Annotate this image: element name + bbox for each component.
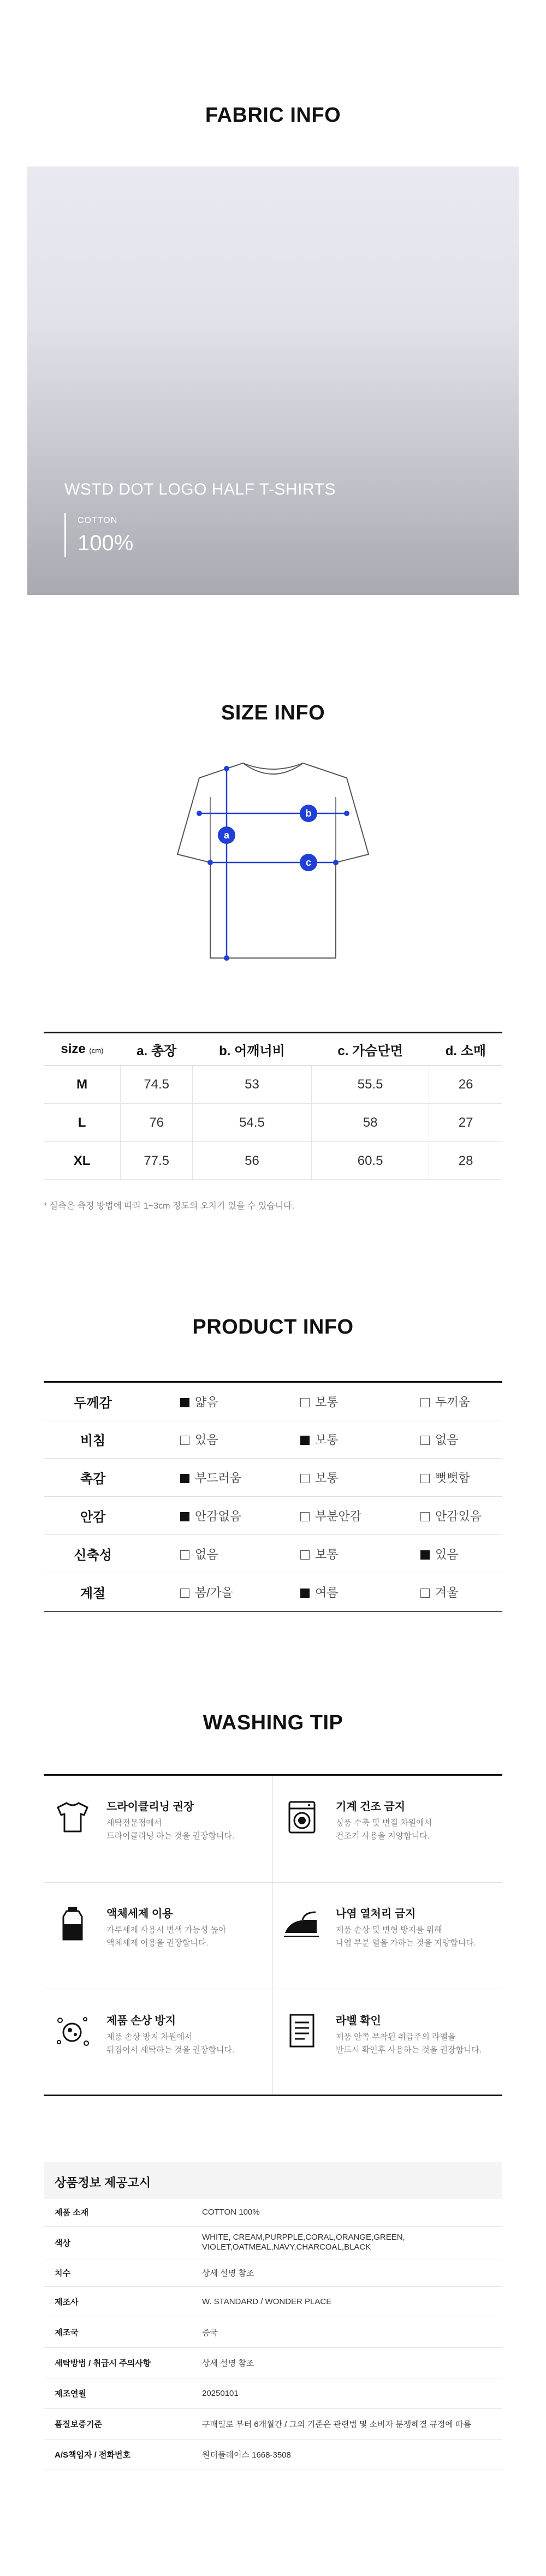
unchecked-box-icon — [300, 1512, 310, 1521]
product-attr-option — [262, 1420, 382, 1459]
product-attr-option — [382, 1420, 502, 1459]
detergent-icon — [54, 1905, 92, 1943]
option-label: 보통 — [315, 1471, 339, 1485]
table-cell: 60.5 — [311, 1142, 429, 1180]
fabric-swatch — [27, 166, 519, 595]
product-attr-label: 안감 — [44, 1497, 142, 1535]
wash-tip — [273, 1883, 502, 1990]
wash-tip — [44, 1776, 273, 1883]
wash-tip — [273, 1776, 502, 1883]
notice-key: 제품 소재 — [44, 2199, 191, 2226]
product-attr-option — [142, 1459, 262, 1497]
table-row — [44, 2317, 502, 2347]
unchecked-box-icon — [180, 1589, 189, 1598]
unchecked-box-icon — [420, 1398, 430, 1407]
diagram-label-b: b — [305, 808, 312, 819]
product-attr-option — [382, 1535, 502, 1573]
size-label: M — [44, 1066, 121, 1104]
notice-key: 색상 — [44, 2226, 191, 2259]
product-attr-option — [262, 1497, 382, 1535]
label-document-icon — [283, 2012, 321, 2050]
notice-key: 제조사 — [44, 2286, 191, 2317]
table-row — [44, 2378, 502, 2408]
notice-key: 제조국 — [44, 2317, 191, 2347]
wash-tip-title: 액체세제 이용 — [106, 1908, 173, 1920]
diagram-label-a: a — [223, 830, 230, 841]
checked-box-icon — [180, 1474, 189, 1483]
notice-value: WHITE, CREAM,PURPPLE,CORAL,ORANGE,GREEN, VIOLET,OATMEAL,NAVY,CHARCOAL,BLACK — [191, 2226, 502, 2259]
fabric-material-value: 100% — [78, 531, 134, 555]
wash-tip-desc: 싱품 수축 및 변질 차원에서 건조기 사용을 지양합니다. — [336, 1818, 432, 1841]
fabric-material-label: COTTON — [78, 516, 118, 525]
product-attr-label: 계절 — [44, 1573, 142, 1611]
unchecked-box-icon — [180, 1436, 189, 1445]
product-attr-option — [262, 1535, 382, 1573]
product-attr-option — [142, 1535, 262, 1573]
wash-tip-title: 제품 손상 방지 — [106, 2015, 176, 2027]
product-attr-option — [262, 1382, 382, 1420]
product-attr-label: 비침 — [44, 1420, 142, 1459]
table-cell: 74.5 — [121, 1066, 193, 1104]
product-attr-option — [382, 1459, 502, 1497]
checked-box-icon — [300, 1589, 310, 1598]
wash-tip-title: 나염 열처리 금지 — [336, 1908, 416, 1920]
option-label: 얇음 — [195, 1395, 218, 1409]
table-row — [44, 2259, 502, 2286]
unchecked-box-icon — [420, 1474, 430, 1483]
table-row — [44, 2226, 502, 2259]
product-attr-option — [382, 1573, 502, 1611]
table-row — [44, 1382, 502, 1420]
product-attr-option — [142, 1573, 262, 1611]
option-label: 없음 — [435, 1433, 459, 1447]
size-header-col: b. 어깨너비 — [193, 1033, 312, 1066]
unchecked-box-icon — [420, 1512, 430, 1521]
size-header-label: size — [61, 1042, 86, 1056]
table-cell: 56 — [193, 1142, 312, 1180]
product-attr-label: 두께감 — [44, 1382, 142, 1420]
size-table-header — [44, 1033, 502, 1066]
product-attr-option — [382, 1497, 502, 1535]
wash-tip-title: 라벨 확인 — [336, 2015, 381, 2027]
notice-value: 상세 설명 참조 — [191, 2259, 502, 2286]
notice-value: 중국 — [191, 2317, 502, 2347]
table-row — [44, 1497, 502, 1535]
notice-key: 품질보증기준 — [44, 2408, 191, 2439]
checked-box-icon — [180, 1512, 189, 1521]
washing-machine-icon — [283, 1798, 321, 1836]
option-label: 여름 — [315, 1585, 339, 1599]
option-label: 부드러움 — [195, 1471, 242, 1485]
wash-tip-title: 기계 건조 금지 — [336, 1801, 406, 1813]
size-section-title: SIZE INFO — [221, 701, 325, 724]
notice-key: A/S책임자 / 전화번호 — [44, 2439, 191, 2470]
wash-tip-desc: 가루세제 사용시 변색 가능성 높아 액체세제 이용을 권장합니다. — [106, 1925, 227, 1948]
iron-icon — [283, 1905, 321, 1943]
size-label: L — [44, 1104, 121, 1142]
wash-tip-desc: 세탁전문점에서 드라이클리닝 하는 것을 권장합니다. — [106, 1818, 235, 1841]
table-row — [44, 1535, 502, 1573]
stain-icon — [54, 2012, 92, 2050]
wash-tip-desc: 제품 손상 및 변형 방지를 위해 나염 부분 열을 가하는 것을 지양합니다. — [336, 1925, 476, 1948]
option-label: 보통 — [315, 1395, 339, 1409]
washing-section-title: WASHING TIP — [203, 1711, 343, 1734]
size-header — [44, 1033, 121, 1066]
product-attr-label: 촉감 — [44, 1459, 142, 1497]
checked-box-icon — [300, 1436, 310, 1445]
table-cell: 28 — [429, 1142, 502, 1180]
table-row — [44, 1142, 502, 1180]
wash-tip — [44, 1883, 273, 1990]
size-header-col: a. 총장 — [121, 1033, 193, 1066]
size-header-col: c. 가슴단면 — [311, 1033, 429, 1066]
option-label: 안감있음 — [435, 1509, 482, 1523]
unchecked-box-icon — [300, 1550, 310, 1560]
unchecked-box-icon — [180, 1550, 189, 1560]
product-notice-table — [44, 2199, 502, 2470]
unchecked-box-icon — [420, 1436, 430, 1445]
checked-box-icon — [180, 1398, 189, 1407]
option-label: 없음 — [195, 1548, 218, 1561]
product-attr-option — [142, 1420, 262, 1459]
notice-key: 세탁방법 / 취급시 주의사항 — [44, 2347, 191, 2378]
table-row — [44, 2286, 502, 2317]
option-label: 봄/가을 — [195, 1585, 233, 1599]
option-label: 보통 — [315, 1548, 339, 1561]
washing-tips-grid — [44, 1774, 502, 2096]
tshirt-icon — [54, 1798, 92, 1836]
size-unit: (cm) — [89, 1046, 104, 1055]
notice-value: 구매일로 부터 6개월간 / 그외 기준은 관련법 및 소비자 분쟁해결 규정에 따름 — [191, 2408, 502, 2439]
size-label: XL — [44, 1142, 121, 1180]
option-label: 안감없음 — [195, 1509, 242, 1523]
table-row — [44, 1420, 502, 1459]
product-attr-option — [142, 1382, 262, 1420]
notice-title: 상품정보 제공고시 — [44, 2162, 502, 2199]
notice-key: 치수 — [44, 2259, 191, 2286]
wash-tip — [44, 1990, 273, 2097]
option-label: 보통 — [315, 1433, 339, 1447]
size-header-col: d. 소매 — [429, 1033, 502, 1066]
fabric-section-title: FABRIC INFO — [205, 104, 341, 127]
notice-value: 상세 설명 참조 — [191, 2347, 502, 2378]
table-cell: 26 — [429, 1066, 502, 1104]
option-label: 겨울 — [435, 1585, 459, 1599]
unchecked-box-icon — [300, 1398, 310, 1407]
product-attr-option — [382, 1382, 502, 1420]
product-name: WSTD DOT LOGO HALF T-SHIRTS — [64, 480, 336, 498]
option-label: 뻣뻣함 — [435, 1471, 470, 1485]
table-row — [44, 2408, 502, 2439]
wash-tip-desc: 제품 손상 방지 차원에서 뒤집어서 세탁하는 것을 권장합니다. — [106, 2032, 235, 2055]
size-table — [44, 1032, 502, 1180]
table-row — [44, 2199, 502, 2226]
table-cell: 53 — [193, 1066, 312, 1104]
tshirt-size-diagram — [169, 759, 377, 977]
size-note: * 실측은 측정 방법에 따라 1~3cm 정도의 오차가 있을 수 있습니다. — [44, 1201, 295, 1211]
table-row — [44, 2439, 502, 2470]
table-cell: 76 — [121, 1104, 193, 1142]
unchecked-box-icon — [300, 1474, 310, 1483]
table-row — [44, 1573, 502, 1611]
table-row — [44, 2347, 502, 2378]
notice-value: W. STANDARD / WONDER PLACE — [191, 2286, 502, 2317]
product-attr-option — [262, 1573, 382, 1611]
option-label: 두꺼움 — [435, 1395, 470, 1409]
notice-value: COTTON 100% — [191, 2199, 502, 2226]
product-section-title: PRODUCT INFO — [192, 1316, 354, 1338]
table-row — [44, 1066, 502, 1104]
table-cell: 27 — [429, 1104, 502, 1142]
product-attr-option — [142, 1497, 262, 1535]
product-attr-option — [262, 1459, 382, 1497]
fabric-divider — [64, 513, 66, 557]
wash-tip-desc: 제품 안쪽 부착된 취급주의 라벨을 반드시 확인후 사용하는 것을 권장합니다. — [336, 2032, 482, 2055]
table-cell: 58 — [311, 1104, 429, 1142]
wash-tip — [273, 1990, 502, 2097]
checked-box-icon — [420, 1550, 430, 1560]
wash-tip-title: 드라이클리닝 권장 — [106, 1801, 194, 1813]
unchecked-box-icon — [420, 1589, 430, 1598]
diagram-label-c: c — [305, 857, 312, 868]
table-row — [44, 1459, 502, 1497]
product-attr-label: 신축성 — [44, 1535, 142, 1573]
table-cell: 77.5 — [121, 1142, 193, 1180]
notice-value: 20250101 — [191, 2378, 502, 2408]
option-label: 있음 — [435, 1548, 459, 1561]
notice-value: 원더플레이스 1668-3508 — [191, 2439, 502, 2470]
option-label: 있음 — [195, 1433, 218, 1447]
option-label: 부분안감 — [315, 1509, 362, 1523]
product-info-table — [44, 1381, 502, 1612]
table-row — [44, 1104, 502, 1142]
table-cell: 54.5 — [193, 1104, 312, 1142]
table-cell: 55.5 — [311, 1066, 429, 1104]
notice-key: 제조연월 — [44, 2378, 191, 2408]
